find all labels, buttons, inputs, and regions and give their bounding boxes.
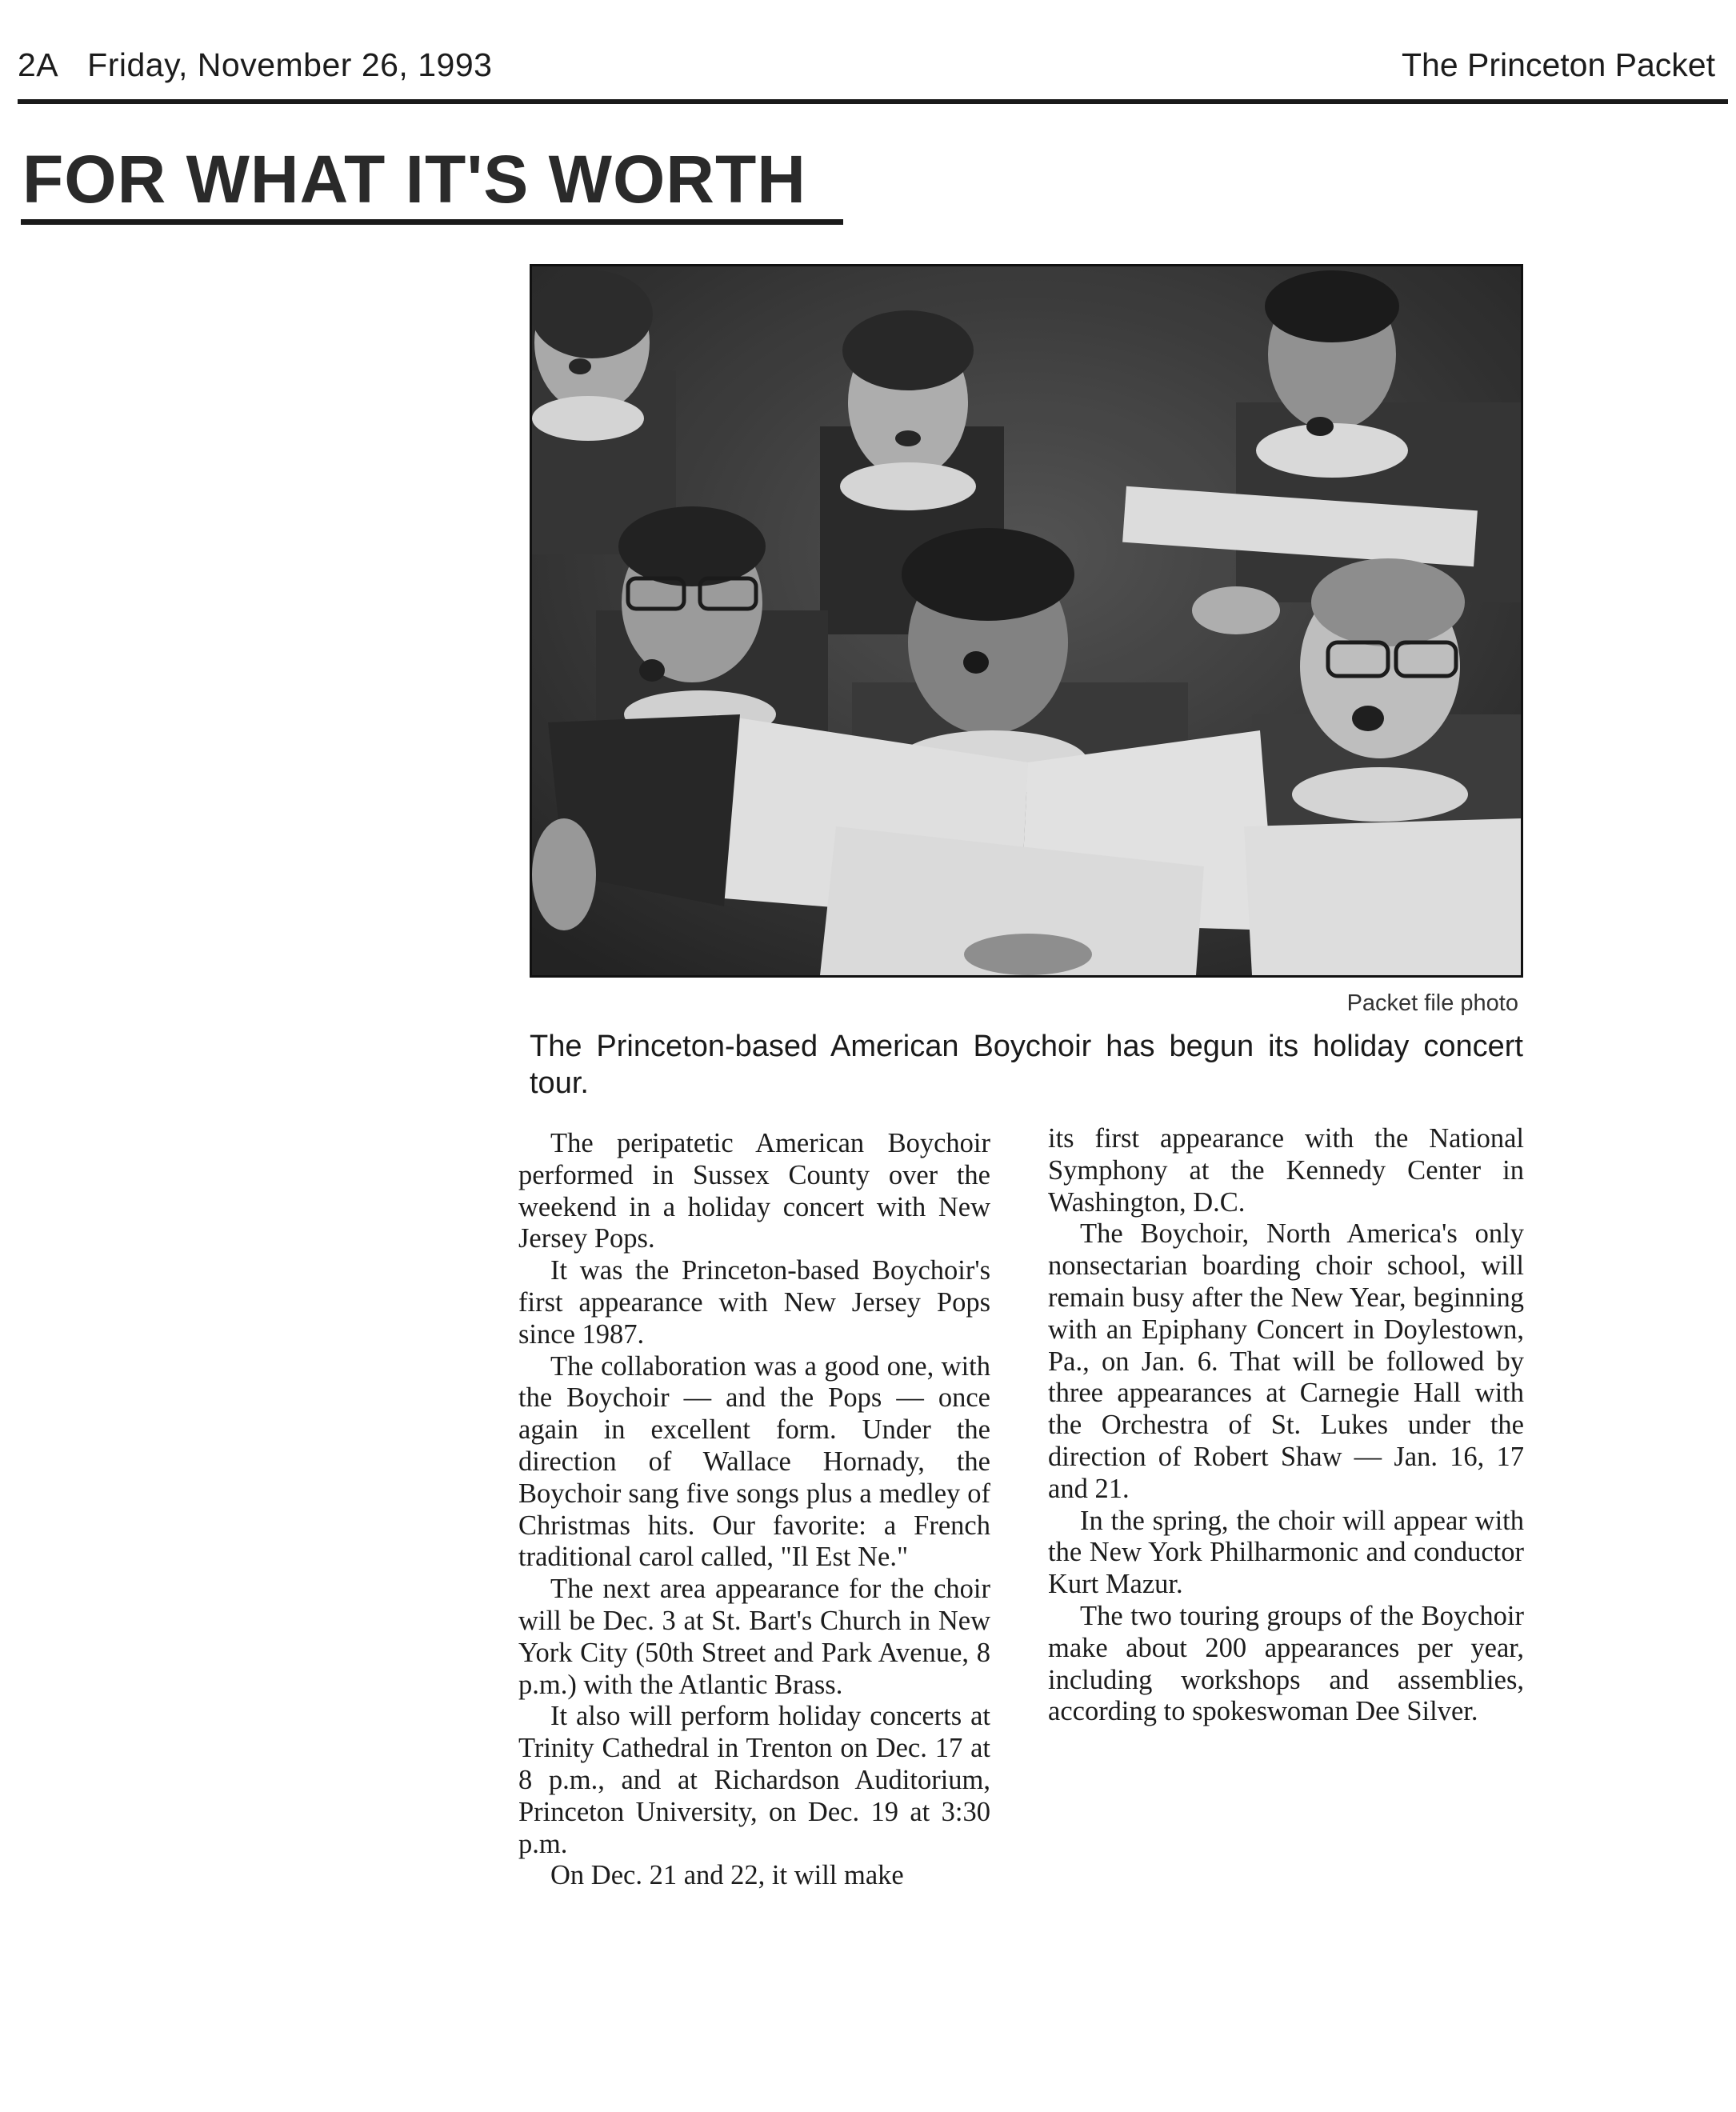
page-header-left	[18, 46, 492, 84]
article-paragraph: The peripatetic American Boychoir performed in Sussex County over the weekend in a holiday concert with New Jersey Pops.	[518, 1128, 990, 1254]
article-column-left	[518, 1128, 990, 1892]
article-paragraph: In the spring, the choir will appear with the New York Philharmonic and conductor Kurt Mazur.	[1048, 1505, 1524, 1600]
article-paragraph: The Boychoir, North America's only nonsectarian boarding choir school, will remain busy after the New Year, beginning with an Epiphany Concert in Doylestown, Pa., on Jan. 6. That will be followed by three appearances at Carnegie Hall with the Orchestra of St. Lukes under the direction of Robert Shaw — Jan. 16, 17 and 21.	[1048, 1218, 1524, 1504]
photo-caption: The Princeton-based American Boychoir has begun its holiday concert tour.	[530, 1030, 1523, 1100]
choir-photo	[530, 264, 1523, 978]
publication-name: The Princeton Packet	[1402, 46, 1715, 83]
section-title: FOR WHAT IT'S WORTH	[22, 142, 806, 217]
article-paragraph: its first appearance with the National Symphony at the Kennedy Center in Washington, D.C.	[1048, 1123, 1524, 1218]
page-number: 2A	[18, 46, 59, 83]
article-paragraph: On Dec. 21 and 22, it will make	[550, 1860, 904, 1891]
article-paragraph: The next area appearance for the choir will be Dec. 3 at St. Bart's Church in New York City (50th Street and Park Avenue, 8 p.m.) with the Atlantic Brass.	[518, 1574, 990, 1700]
article-paragraph: It also will perform holiday concerts at Trinity Cathedral in Trenton on Dec. 17 at 8 p.m., and at Richardson Auditorium, Princeton University, on Dec. 19 at 3:30 p.m.	[518, 1701, 990, 1859]
article-paragraph: The collaboration was a good one, with the Boychoir — and the Pops — once again in excellent form. Under the direction of Wallace Hornady, the Boychoir sang five songs plus a medley of Christmas hits. Our favorite: a French traditional carol called, "Il Est Ne."	[518, 1350, 990, 1573]
photo-credit: Packet file photo	[1346, 990, 1518, 1016]
article-paragraph: It was the Princeton-based Boychoir's first appearance with New Jersey Pops since 1987.	[518, 1255, 990, 1350]
article-paragraph: The two touring groups of the Boychoir make about 200 appearances per year, including workshops and assemblies, according to spokeswoman Dee Silver.	[1048, 1600, 1524, 1727]
title-rule	[21, 219, 843, 225]
choir-photo-illustration	[532, 266, 1521, 975]
article-column-right	[1048, 1123, 1524, 1728]
header-rule	[18, 99, 1728, 104]
issue-date: Friday, November 26, 1993	[87, 46, 493, 83]
